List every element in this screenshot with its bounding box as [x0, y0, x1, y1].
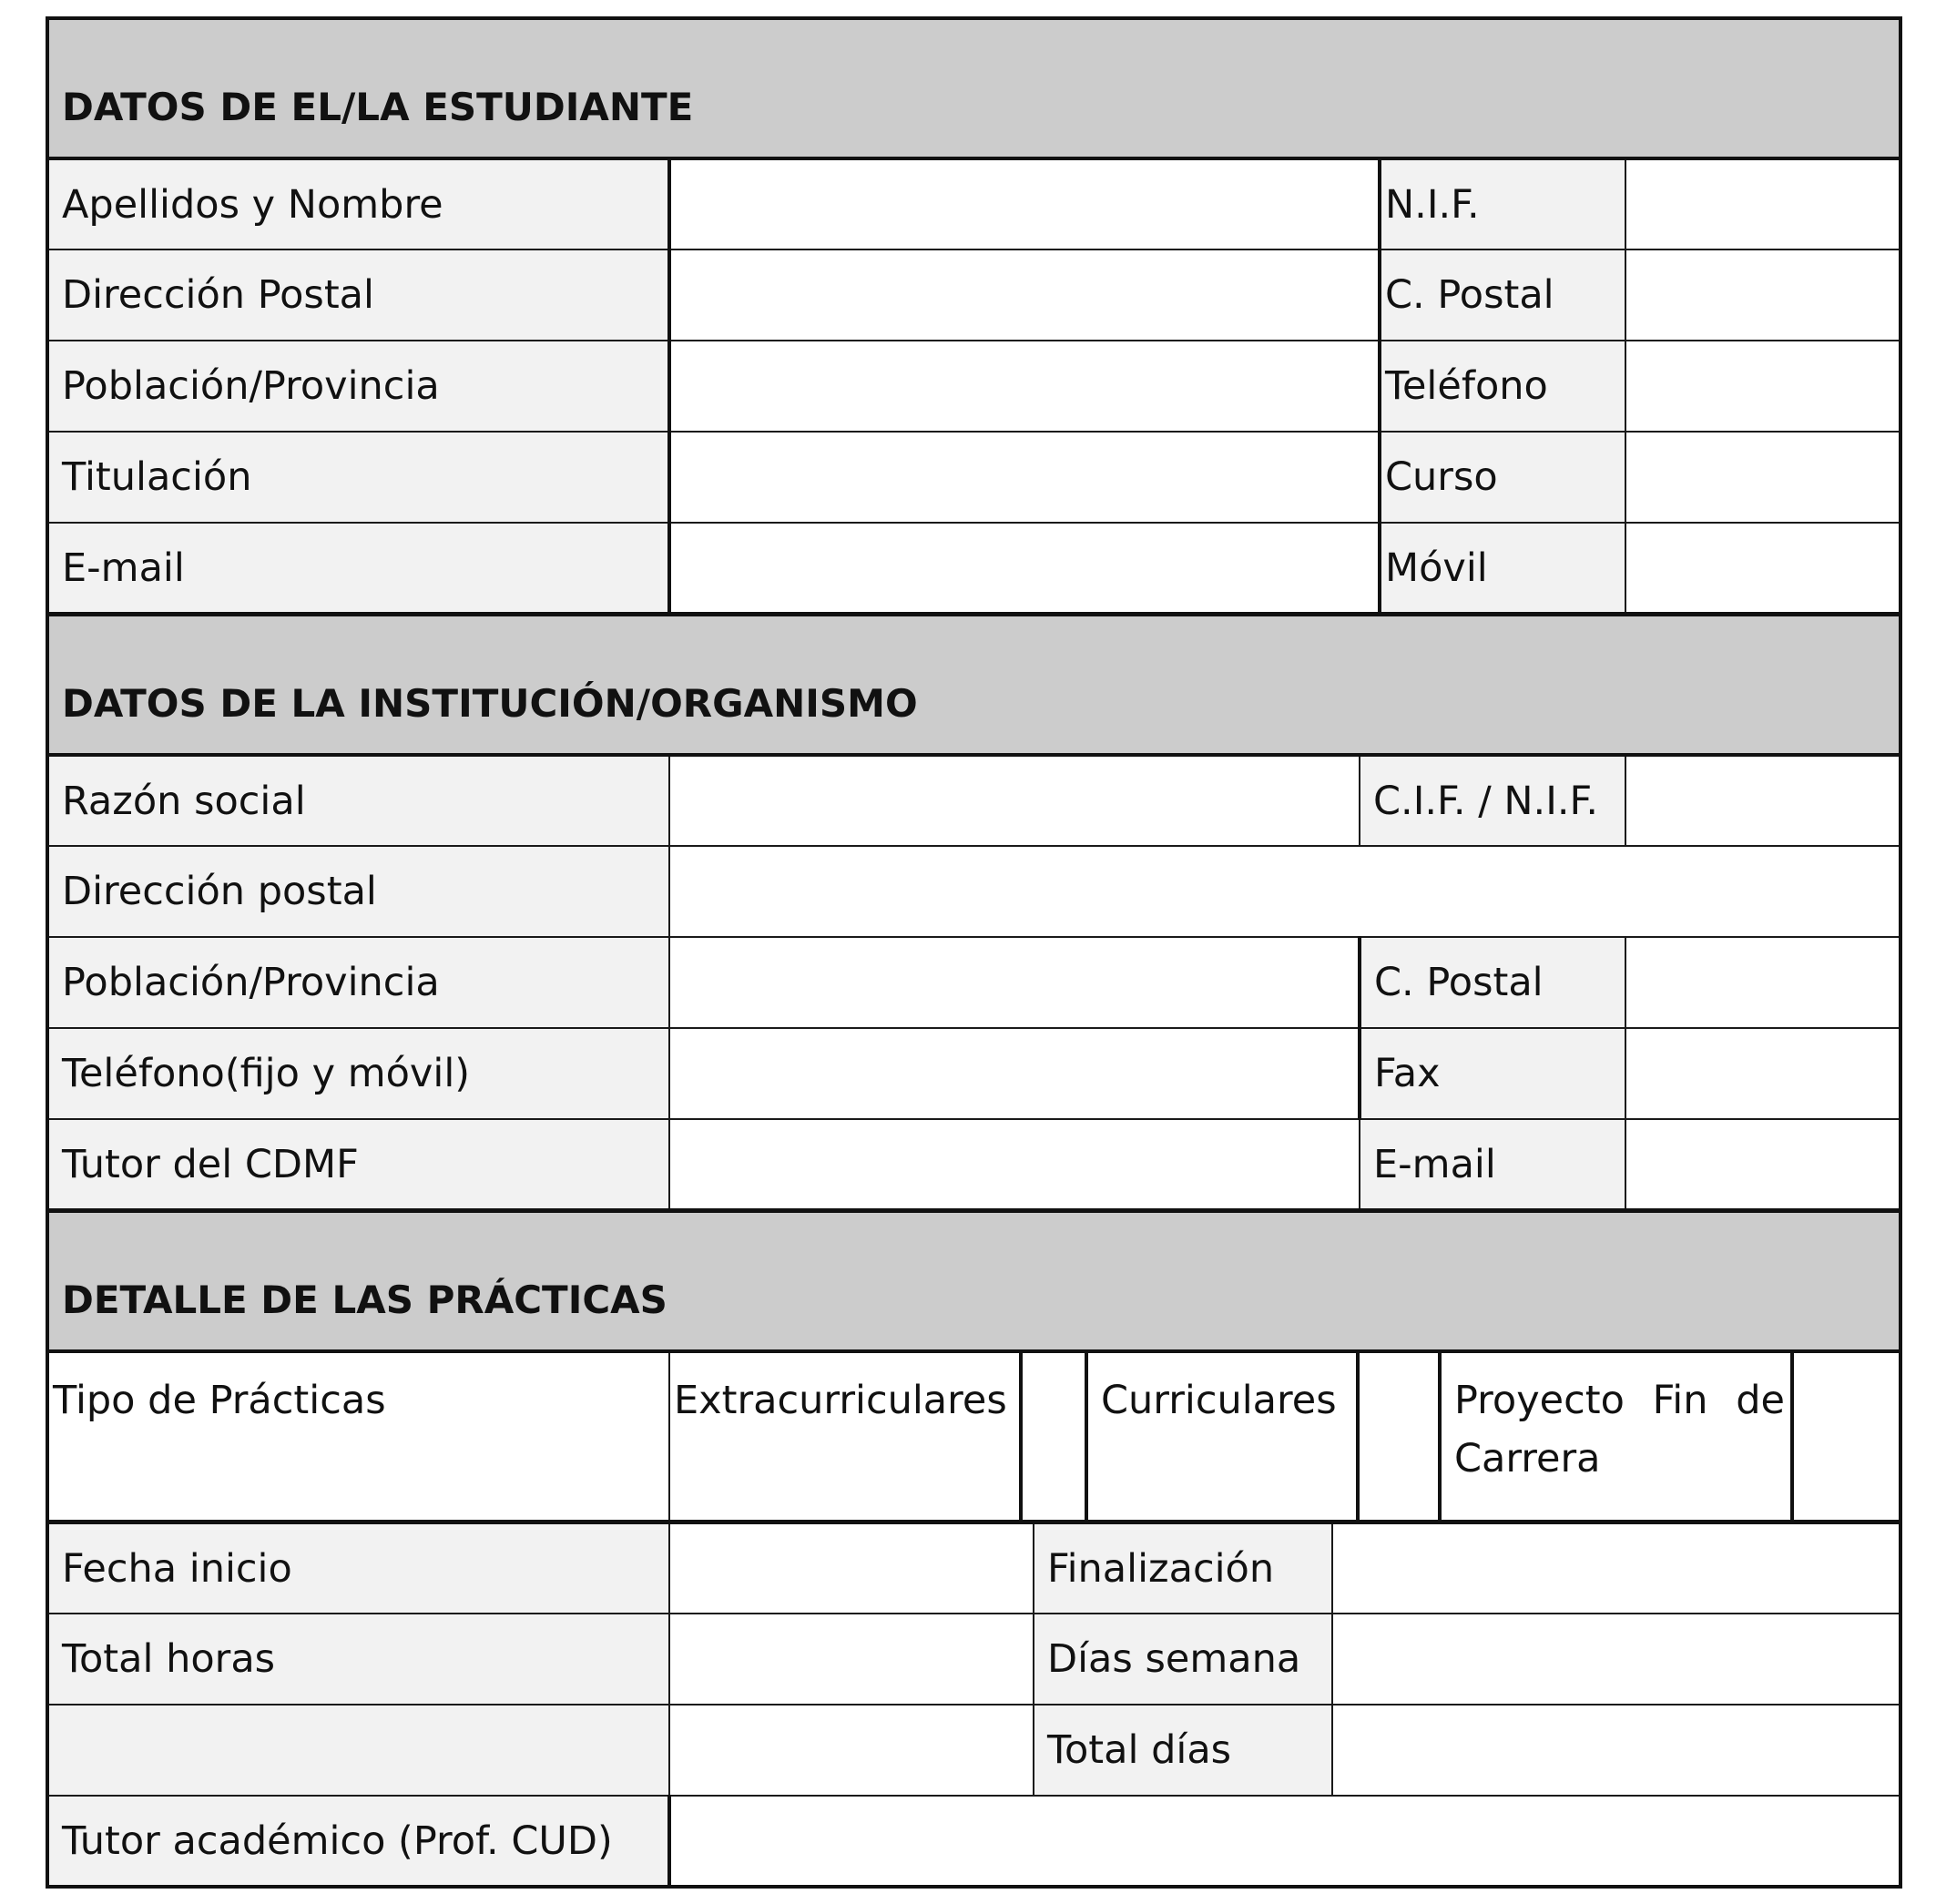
student-mobile-field[interactable] [1625, 523, 1900, 614]
practices-detail [46, 1521, 1902, 1889]
student-section [46, 16, 1902, 616]
student-email-label: E-mail [47, 523, 669, 614]
institution-city-label: Población/Provincia [47, 937, 669, 1028]
institution-cif-label: C.I.F. / N.I.F. [1360, 755, 1625, 846]
total-hours-field[interactable] [669, 1614, 1034, 1705]
institution-name-field[interactable] [669, 755, 1360, 846]
student-city-label: Población/Provincia [47, 341, 669, 432]
student-address-label: Dirección Postal [47, 249, 669, 341]
practice-row-tutor [47, 1796, 1900, 1887]
student-postcode-field[interactable] [1625, 249, 1900, 341]
student-email-field[interactable] [669, 523, 1380, 614]
practice-row-dates [47, 1522, 1900, 1614]
institution-phone-field[interactable] [669, 1028, 1360, 1119]
option-curricular-box[interactable] [1358, 1351, 1440, 1522]
days-per-week-label: Días semana [1034, 1614, 1332, 1705]
institution-row-address [47, 846, 1900, 937]
option-final-project-box[interactable] [1792, 1351, 1900, 1522]
student-phone-field[interactable] [1625, 341, 1900, 432]
student-nif-field[interactable] [1625, 158, 1900, 249]
institution-name-label: Razón social [47, 755, 669, 846]
academic-tutor-field[interactable] [669, 1796, 1900, 1887]
student-year-label: Curso [1380, 432, 1625, 523]
institution-tutor-label: Tutor del CDMF [47, 1119, 669, 1210]
practices-section [46, 1209, 1902, 1523]
days-per-week-field[interactable] [1332, 1614, 1900, 1705]
student-nif-label: N.I.F. [1380, 158, 1625, 249]
institution-cif-field[interactable] [1625, 755, 1900, 846]
option-extracurricular-label: Extracurriculares [669, 1351, 1021, 1522]
institution-phone-label: Teléfono(fijo y móvil) [47, 1028, 669, 1119]
student-phone-label: Teléfono [1380, 341, 1625, 432]
institution-email-label: E-mail [1360, 1119, 1625, 1210]
institution-fax-label: Fax [1360, 1028, 1625, 1119]
total-days-label: Total días [1034, 1705, 1332, 1796]
option-final-project-label: Proyecto Fin de Carrera [1440, 1351, 1792, 1522]
student-name-label: Apellidos y Nombre [47, 158, 669, 249]
student-degree-label: Titulación [47, 432, 669, 523]
student-row-city [47, 341, 1900, 432]
institution-row-name [47, 755, 1900, 846]
practice-row-hours [47, 1614, 1900, 1705]
institution-row-tutor [47, 1119, 1900, 1210]
empty-label [47, 1705, 669, 1796]
institution-fax-field[interactable] [1625, 1028, 1900, 1119]
institution-row-phone [47, 1028, 1900, 1119]
option-curricular-label: Curriculares [1086, 1351, 1358, 1522]
student-degree-field[interactable] [669, 432, 1380, 523]
student-row-email [47, 523, 1900, 614]
start-date-label: Fecha inicio [47, 1522, 669, 1614]
institution-section-title: DATOS DE LA INSTITUCIÓN/ORGANISMO [47, 615, 1900, 755]
student-year-field[interactable] [1625, 432, 1900, 523]
institution-address-label: Dirección postal [47, 846, 669, 937]
student-section-title: DATOS DE EL/LA ESTUDIANTE [47, 18, 1900, 158]
total-hours-label: Total horas [47, 1614, 669, 1705]
practicum-form [46, 16, 1899, 1889]
academic-tutor-label: Tutor académico (Prof. CUD) [47, 1796, 669, 1887]
student-mobile-label: Móvil [1380, 523, 1625, 614]
student-address-field[interactable] [669, 249, 1380, 341]
end-date-field[interactable] [1332, 1522, 1900, 1614]
student-postcode-label: C. Postal [1380, 249, 1625, 341]
practice-row-days [47, 1705, 1900, 1796]
student-name-field[interactable] [669, 158, 1380, 249]
extra-field[interactable] [669, 1705, 1034, 1796]
institution-city-field[interactable] [669, 937, 1360, 1028]
institution-section [46, 613, 1902, 1212]
institution-postcode-label: C. Postal [1360, 937, 1625, 1028]
practice-type-label: Tipo de Prácticas [47, 1351, 669, 1522]
practices-section-title: DETALLE DE LAS PRÁCTICAS [47, 1211, 1900, 1351]
end-date-label: Finalización [1034, 1522, 1332, 1614]
option-extracurricular-box[interactable] [1021, 1351, 1086, 1522]
student-city-field[interactable] [669, 341, 1380, 432]
institution-postcode-field[interactable] [1625, 937, 1900, 1028]
student-row-address [47, 249, 1900, 341]
institution-email-field[interactable] [1625, 1119, 1900, 1210]
institution-row-city [47, 937, 1900, 1028]
student-row-degree [47, 432, 1900, 523]
institution-address-field[interactable] [669, 846, 1900, 937]
student-row-name [47, 158, 1900, 249]
institution-tutor-field[interactable] [669, 1119, 1360, 1210]
practice-type-row [47, 1351, 1900, 1522]
total-days-field[interactable] [1332, 1705, 1900, 1796]
start-date-field[interactable] [669, 1522, 1034, 1614]
